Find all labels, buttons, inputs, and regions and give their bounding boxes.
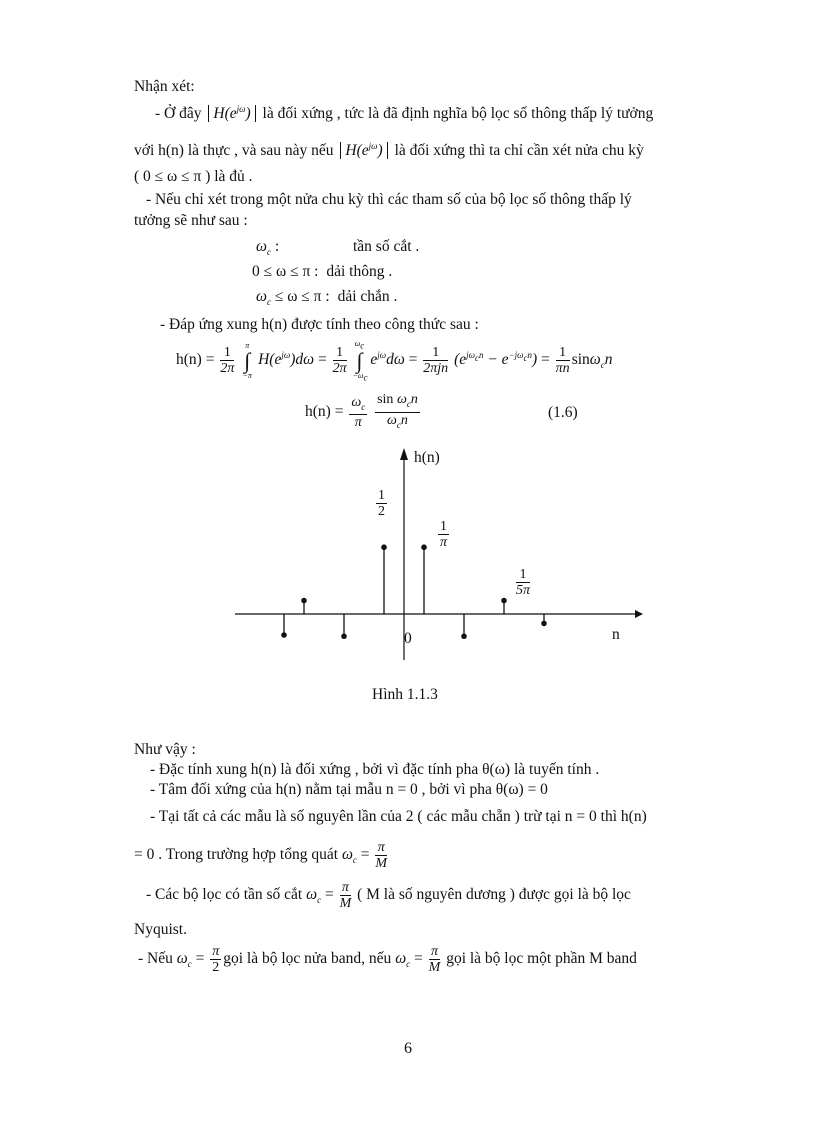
stem-point: [281, 632, 287, 638]
halfband-line: - Nếu $\omega_c$ = $\frac{\pi}{2}$ gọi là bộ lọc nửa band, nếu $\omega_c$ = $\frac{\pi}{M}$ gọi là bộ lọc một phần M band: [138, 943, 637, 975]
stem-point: [301, 598, 307, 604]
origin-label: 0: [404, 630, 412, 647]
nyquist-word: Nyquist.: [134, 921, 187, 938]
impulse-response-figure: [220, 440, 650, 660]
paragraph-line-2: với h(n) là thực , và sau này nếu $H(e^{j\omega})$ là đối xứng thì ta chỉ cần xét nửa chu kỳ: [134, 141, 644, 160]
paragraph-line-4: - Nếu chỉ xét trong một nửa chu kỳ thì các tham số của bộ lọc số thông thấp lý: [146, 191, 632, 208]
impulse-intro: - Đáp ứng xung h(n) được tính theo công thức sau :: [160, 316, 479, 333]
x-axis-label: n: [612, 626, 620, 643]
label-one-over-pi: $\frac{1}{\pi}$: [439, 519, 447, 550]
stem-point: [341, 633, 347, 639]
param-cutoff: $\omega_c$ : tần số cắt .: [256, 238, 420, 258]
equation-1-6: h(n) = $\frac{\omega_c}{\pi}$ $\frac{\sin \omega_cn}{\omega_cn}$: [305, 392, 418, 431]
label-one-half: $\frac{1}{2}$: [378, 488, 385, 519]
summary-line-1: - Đặc tính xung h(n) là đối xứng , bởi vì đặc tính pha θ(ω) là tuyến tính .: [150, 761, 600, 778]
summary-line-4: = 0 . Trong trường hợp tổng quát $\omega_c$ = $\frac{\pi}{M}$: [134, 839, 388, 871]
equation-number: (1.6): [548, 404, 578, 421]
y-axis-arrow: [400, 448, 408, 460]
paragraph-line-5: tưởng sẽ như sau :: [134, 212, 248, 229]
stem-point: [381, 544, 387, 550]
y-axis-label: h(n): [414, 449, 440, 466]
summary-line-3: - Tại tất cả các mẫu là số nguyên lần của 2 ( các mẫu chẵn ) trừ tại n = 0 thì h(n): [150, 808, 647, 825]
figure-caption: Hình 1.1.3: [372, 686, 438, 703]
label-one-over-5pi: $\frac{1}{5\pi}$: [516, 567, 531, 598]
page-number: 6: [404, 1040, 412, 1057]
stem-point: [501, 598, 507, 604]
paragraph-line-3: ( 0 ≤ ω ≤ π ) là đủ .: [134, 168, 253, 185]
remark-heading: Nhận xét:: [134, 78, 195, 95]
stem-point: [421, 544, 427, 550]
paragraph-line-1: - Ở đây $H(e^{j\omega})$ là đối xứng , tức là đã định nghĩa bộ lọc số thông thấp lý tưởng: [155, 104, 654, 123]
stem-point: [461, 633, 467, 639]
stem-point: [541, 621, 547, 627]
summary-heading: Như vậy :: [134, 741, 196, 758]
nyquist-line: - Các bộ lọc có tần số cắt $\omega_c$ = $\frac{\pi}{M}$ ( M là số nguyên dương ) được gọi là bộ lọc: [146, 879, 631, 911]
x-axis-arrow: [635, 610, 643, 618]
summary-line-2: - Tâm đối xứng của h(n) nằm tại mẫu n = 0 , bởi vì pha θ(ω) = 0: [150, 781, 548, 798]
param-passband: 0 ≤ ω ≤ π : dải thông .: [252, 263, 393, 280]
param-stopband: $\omega_c \le \omega \le \pi$ : dải chắn .: [256, 288, 398, 308]
equation-impulse-response: h(n) = $\frac{1}{2\pi}$ π ∫ −π $H(e^{j\omega})d\omega$ = $\frac{1}{2\pi}$ $\omega_c$ ∫ $-\omega_c$ $e^{j\omega}d\omega$ = $\frac{1}{\text{2πjn}}$ $(e^{j\omega_cn} - e^{-j\omega_cn})$ = $\frac{1}{\pi n}$ sinω$_c$n: [176, 339, 613, 383]
